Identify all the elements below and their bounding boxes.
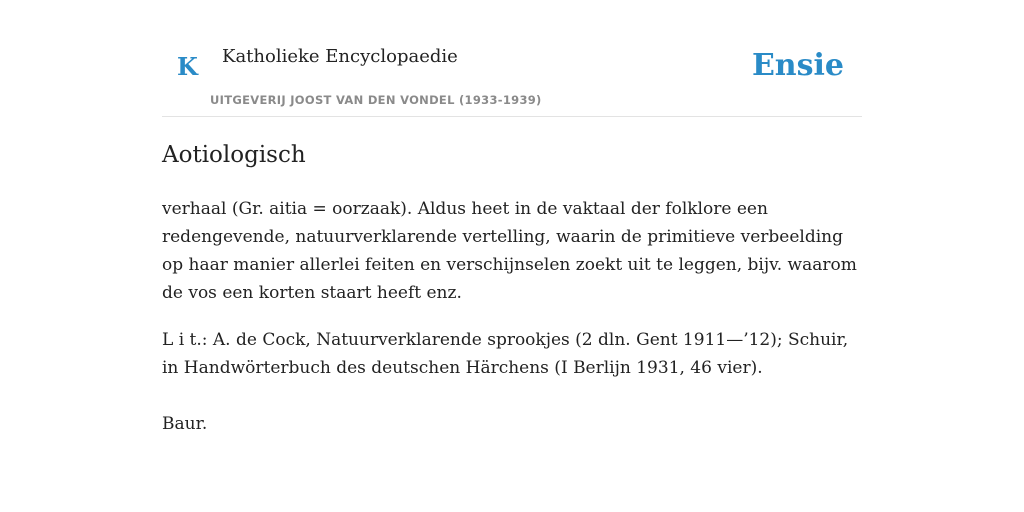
article-title: Aotiologisch — [162, 142, 306, 168]
article-paragraph: verhaal (Gr. aitia = oorzaak). Aldus heet in de vaktaal der folklore een redengevende, natuurverklarende vertelling, waarin de primitieve verbeelding op haar manier allerlei feiten en verschijnselen zoekt uit te leggen, bijv. waarom de vos een korten staart heeft enz. — [162, 199, 857, 303]
content-container — [162, 0, 862, 438]
publisher-subtitle: UITGEVERIJ JOOST VAN DEN VONDEL (1933-1939) — [210, 93, 542, 107]
article — [162, 139, 862, 438]
literature-paragraph: L i t.: A. de Cock, Natuurverklarende sprookjes (2 dln. Gent 1911—’12); Schuir, in Handwörterbuch des deutschen Härchens (I Berlijn 1931, 46 vier). — [162, 330, 849, 378]
site-header — [162, 0, 862, 117]
encyclopedia-logo[interactable]: K — [177, 52, 198, 81]
ensie-brand-logo[interactable]: Ensie — [751, 48, 844, 83]
article-author: Baur. — [162, 414, 208, 434]
encyclopedia-title[interactable]: Katholieke Encyclopaedie — [222, 46, 458, 67]
